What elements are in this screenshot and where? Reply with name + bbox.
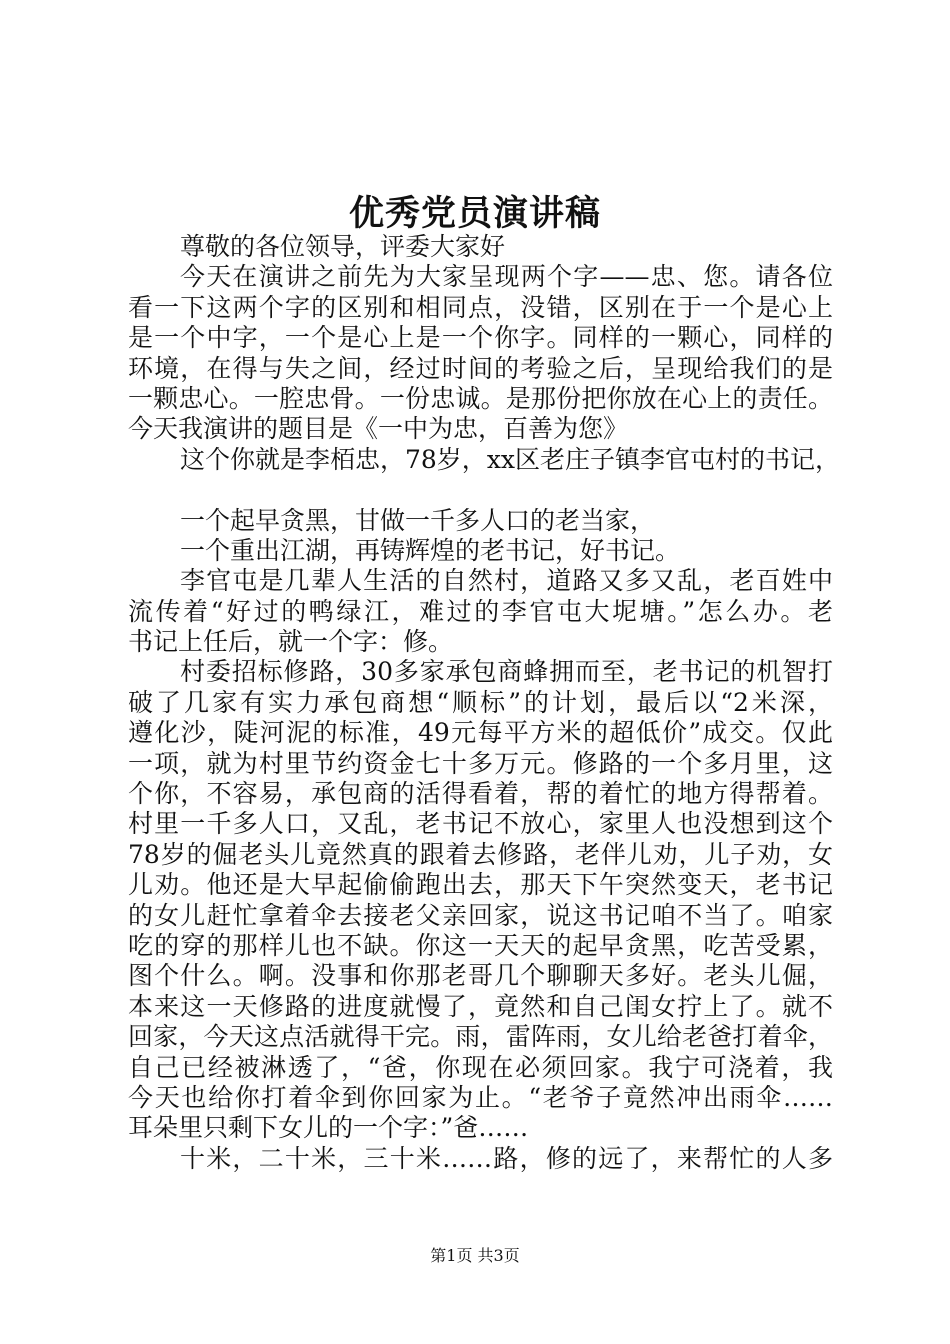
paragraph-line: 自己已经被淋透了，“爸，你现在必须回家。我宁可浇着，我 — [128, 1052, 833, 1082]
paragraph-line: 一颗忠心。一腔忠骨。一份忠诚。是那份把你放在心上的责任。 — [128, 383, 833, 413]
paragraph-line: 尊敬的各位领导，评委大家好 — [180, 232, 506, 261]
paragraph-line: 李官屯是几辈人生活的自然村，道路又多又乱，老百姓中 — [180, 566, 833, 596]
page-footer: 第1页 共3页 — [430, 1246, 520, 1265]
paragraph-line: 村委招标修路，30多家承包商蜂拥而至，老书记的机智打 — [180, 657, 833, 687]
document-body — [128, 232, 841, 1174]
paragraph-line: 吃的穿的那样儿也不缺。你这一天天的起早贪黑，吃苦受累， — [128, 930, 833, 960]
paragraph-line: 图个什么。啊。没事和你那老哥几个聊聊天多好。老头儿倔， — [128, 961, 833, 991]
paragraph-line: 一个起早贪黑，甘做一千多人口的老当家， — [180, 505, 656, 535]
paragraph-line: 本来这一天修路的进度就慢了，竟然和自己闺女拧上了。就不 — [128, 991, 833, 1021]
paragraph-line: 今天在演讲之前先为大家呈现两个字——忠、您。请各位 — [180, 262, 833, 292]
paragraph-line: 环境，在得与失之间，经过时间的考验之后，呈现给我们的是 — [128, 353, 833, 383]
paragraph-line: 这个你就是李栢忠，78岁，xx区老庄子镇李官屯村的书记， — [180, 444, 841, 474]
paragraph-line: 破了几家有实力承包商想“顺标”的计划，最后以“2米深， — [128, 687, 833, 717]
paragraph-line: 一项，就为村里节约资金七十多万元。修路的一个多月里，这 — [128, 748, 833, 778]
paragraph-line: 是一个中字，一个是心上是一个你字。同样的一颗心，同样的 — [128, 323, 833, 353]
paragraph-line: 儿劝。他还是大早起偷偷跑出去，那天下午突然变天，老书记 — [128, 870, 833, 900]
paragraph-line: 流传着“好过的鸭绿江，难过的李官屯大坭塘。”怎么办。老 — [128, 596, 833, 626]
paragraph-line: 一个重出江湖，再铸辉煌的老书记，好书记。 — [180, 535, 681, 565]
paragraph-line: 今天也给你打着伞到你回家为止。“老爷子竟然冲出雨伞…… — [128, 1082, 833, 1112]
paragraph-line: 78岁的倔老头儿竟然真的跟着去修路，老伴儿劝，儿子劝，女 — [128, 839, 833, 869]
paragraph-line: 的女儿赶忙拿着伞去接老父亲回家，说这书记咱不当了。咱家 — [128, 900, 833, 930]
paragraph-line: 村里一千多人口，又乱，老书记不放心，家里人也没想到这个 — [128, 809, 833, 839]
paragraph-line: 今天我演讲的题目是《一中为忠，百善为您》 — [128, 414, 629, 444]
paragraph-line: 个你，不容易，承包商的活得看着，帮的着忙的地方得帮着。 — [128, 779, 833, 809]
paragraph-line: 回家，今天这点活就得干完。雨，雷阵雨，女儿给老爸打着伞， — [128, 1022, 833, 1052]
paragraph-line: 十米，二十米，三十米……路，修的远了，来帮忙的人多 — [180, 1143, 833, 1173]
paragraph-line: 书记上任后，就一个字：修。 — [128, 627, 454, 657]
paragraph-line: 耳朵里只剩下女儿的一个字：”爸…… — [128, 1113, 529, 1143]
document-title: 优秀党员演讲稿 — [348, 193, 601, 234]
blank-line — [128, 475, 833, 505]
paragraph-line: 看一下这两个字的区别和相同点，没错，区别在于一个是心上 — [128, 292, 833, 322]
paragraph-line: 遵化沙，陡河泥的标准，49元每平方米的超低价”成交。仅此 — [128, 718, 833, 748]
